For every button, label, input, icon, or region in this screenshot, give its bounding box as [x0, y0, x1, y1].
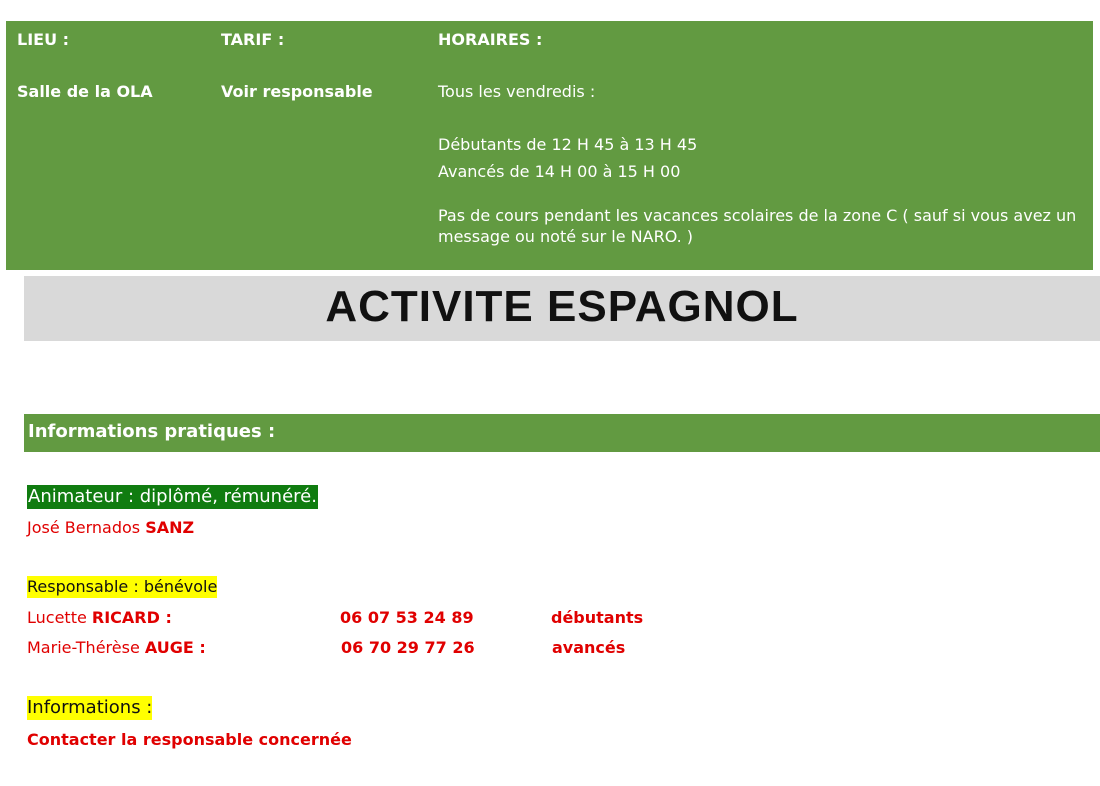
contact-first-name: Lucette — [27, 608, 92, 627]
animateur-first-name: José Bernados — [27, 518, 146, 537]
contact-first-name: Marie-Thérèse — [27, 638, 145, 657]
section-title: Informations pratiques : — [28, 421, 276, 442]
responsable-heading: Responsable : bénévole — [27, 577, 218, 596]
informations-text — [27, 730, 352, 749]
horaires-label: HORAIRES : — [438, 30, 543, 49]
animateur-heading: Animateur : diplômé, rémunéré. — [28, 486, 317, 507]
contact-phone — [340, 608, 474, 627]
animateur-last-name: SANZ — [145, 518, 195, 537]
contact-level-label: débutants — [551, 608, 644, 627]
informations-heading: Informations : — [27, 697, 153, 718]
informations-text-label: Contacter la responsable concernée — [27, 730, 352, 749]
lieu-label: LIEU : — [17, 30, 70, 49]
horaires-avances: Avancés de 14 H 00 à 15 H 00 — [438, 162, 681, 181]
contact-last-name: AUGE : — [144, 638, 206, 657]
contact-level-label: avancés — [552, 638, 626, 657]
lieu-value: Salle de la OLA — [17, 82, 153, 101]
title-bar — [24, 276, 1100, 341]
horaires-day: Tous les vendredis : — [438, 82, 596, 101]
page-title: ACTIVITE ESPAGNOL — [325, 282, 799, 331]
animateur-name — [27, 518, 194, 537]
contact-phone-number: 06 07 53 24 89 — [340, 608, 474, 627]
tarif-label: TARIF : — [221, 30, 285, 49]
contact-phone — [341, 638, 475, 657]
info-box — [6, 21, 1093, 270]
horaires-debutants: Débutants de 12 H 45 à 13 H 45 — [438, 135, 698, 154]
horaires-note: Pas de cours pendant les vacances scolaires de la zone C ( sauf si vous avez un message ou noté sur le NARO. ) — [438, 206, 1077, 246]
contact-phone-number: 06 70 29 77 26 — [341, 638, 475, 657]
tarif-value: Voir responsable — [221, 82, 373, 101]
contact-last-name: RICARD : — [91, 608, 172, 627]
contact-level — [551, 608, 643, 627]
section-bar — [24, 414, 1100, 452]
contact-row-name — [27, 638, 206, 657]
contact-level — [552, 638, 625, 657]
contact-row-name — [27, 608, 172, 627]
